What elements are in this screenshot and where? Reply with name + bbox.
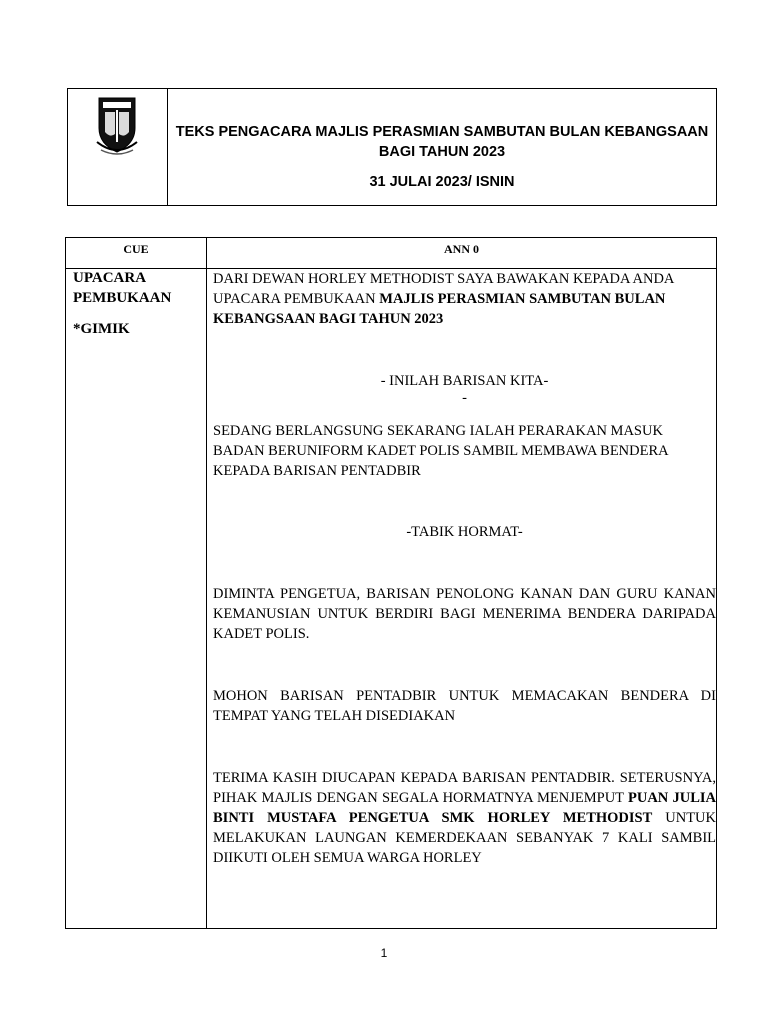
opening-text: DARI DEWAN HORLEY METHODIST SAYA BAWAKAN KEPADA ANDA UPACARA PEMBUKAAN bbox=[213, 271, 674, 307]
column-header-ann: ANN 0 bbox=[444, 242, 479, 256]
cue-title: UPACARA PEMBUKAAN bbox=[73, 270, 172, 306]
column-divider bbox=[206, 238, 207, 928]
paragraph-diminta: DIMINTA PENGETUA, BARISAN PENOLONG KANAN DAN GURU KANAN KEMANUSIAN UNTUK BERDIRI BAGI MENERIMA BENDERA DARIPADA KADET POLIS. bbox=[213, 586, 716, 642]
paragraph-mohon: MOHON BARISAN PENTADBIR UNTUK MEMACAKAN BENDERA DI TEMPAT YANG TELAH DISEDIAKAN bbox=[213, 688, 716, 724]
paragraph-tabik: -TABIK HORMAT- bbox=[406, 524, 523, 540]
principal-name: PUAN JULIA BINTI MUSTAFA PENGETUA SMK HORLEY METHODIST bbox=[213, 790, 717, 826]
thanks-text: TERIMA KASIH DIUCAPAN KEPADA BARISAN PENTADBIR. SETERUSNYA, PIHAK MAJLIS DENGAN SEGALA HORMATNYA MENJEMPUT bbox=[213, 770, 716, 806]
school-crest-icon bbox=[95, 94, 139, 158]
cue-cell bbox=[73, 268, 203, 339]
cue-gimik: *GIMIK bbox=[73, 321, 130, 337]
thanks-text-end: UNTUK MELAKUKAN LAUNGAN KEMERDEKAAN SEBANYAK 7 KALI SAMBIL DIIKUTI OLEH SEMUA WARGA HORLEY bbox=[213, 810, 717, 866]
paragraph-opening bbox=[213, 269, 716, 329]
script-table bbox=[65, 237, 717, 929]
event-name: MAJLIS PERASMIAN SAMBUTAN BULAN KEBANGSAAN BAGI TAHUN 2023 bbox=[213, 291, 666, 327]
column-header-cue: CUE bbox=[123, 242, 149, 256]
document-date: 31 JULAI 2023/ ISNIN bbox=[369, 174, 515, 190]
page-number: 1 bbox=[380, 946, 388, 960]
logo-cell bbox=[68, 89, 168, 205]
header-text bbox=[168, 89, 716, 205]
paragraph-perarakan: SEDANG BERLANGSUNG SEKARANG IALAH PERARAKAN MASUK BADAN BERUNIFORM KADET POLIS SAMBIL MEMBAWA BENDERA KEPADA BARISAN PENTADBIR bbox=[213, 423, 668, 479]
paragraph-terima-kasih bbox=[213, 768, 716, 868]
paragraph-barisan: - INILAH BARISAN KITA- bbox=[380, 373, 549, 389]
paragraph-dash: - bbox=[462, 390, 467, 406]
document-title: TEKS PENGACARA MAJLIS PERASMIAN SAMBUTAN BULAN KEBANGSAAN BAGI TAHUN 2023 bbox=[175, 124, 709, 160]
header-box bbox=[67, 88, 717, 206]
